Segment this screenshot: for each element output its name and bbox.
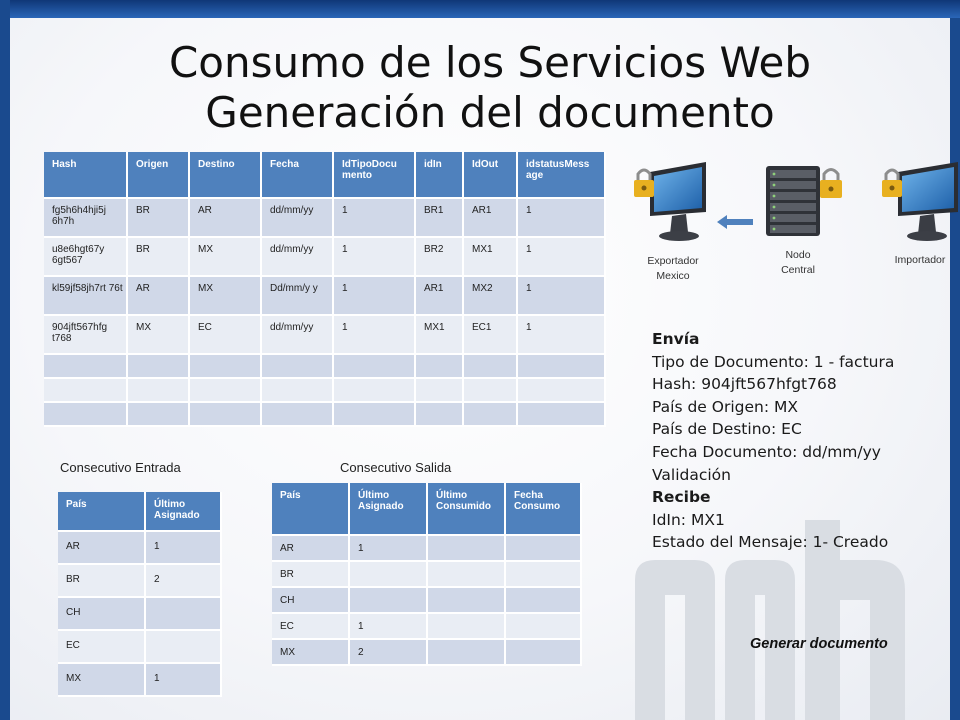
tipo-documento-text: Tipo de Documento: 1 - factura bbox=[652, 352, 895, 371]
table-cell bbox=[350, 588, 428, 614]
page-title bbox=[10, 38, 960, 138]
validacion-text: Validación bbox=[652, 465, 731, 484]
table-row bbox=[58, 631, 222, 664]
column-header: Fecha Consumo bbox=[506, 483, 582, 536]
table-cell: 1 bbox=[146, 532, 222, 565]
table-cell: 1 bbox=[334, 199, 416, 238]
table-cell bbox=[428, 640, 506, 666]
table-cell: CH bbox=[272, 588, 350, 614]
table-cell: AR bbox=[128, 277, 190, 316]
table-cell: 2 bbox=[350, 640, 428, 666]
table-header-row bbox=[272, 483, 582, 536]
table-cell: 1 bbox=[518, 238, 606, 277]
table-cell bbox=[506, 614, 582, 640]
importador-label: Importador bbox=[894, 254, 946, 266]
table-row-empty bbox=[44, 355, 606, 379]
column-header: País bbox=[272, 483, 350, 536]
table-cell bbox=[146, 598, 222, 631]
table-row bbox=[58, 598, 222, 631]
exportador-label: Exportador Mexico bbox=[647, 255, 699, 282]
table-row bbox=[44, 238, 606, 277]
table-cell: AR bbox=[58, 532, 146, 565]
table-cell bbox=[428, 562, 506, 588]
title-line-1: Consumo de los Servicios Web bbox=[168, 38, 812, 87]
table-cell: MX bbox=[272, 640, 350, 666]
table-cell: AR bbox=[190, 199, 262, 238]
table-cell: dd/mm/yy bbox=[262, 199, 334, 238]
consecutivo-entrada-table bbox=[58, 492, 222, 697]
table-row bbox=[58, 565, 222, 598]
table-cell: MX bbox=[58, 664, 146, 697]
table-cell: 1 bbox=[334, 316, 416, 355]
table-cell: BR bbox=[58, 565, 146, 598]
table-row-empty bbox=[44, 403, 606, 427]
table-cell: BR bbox=[128, 238, 190, 277]
table-cell: MX bbox=[190, 238, 262, 277]
table-cell bbox=[506, 588, 582, 614]
recibe-heading: Recibe bbox=[652, 488, 711, 507]
table-cell: 1 bbox=[350, 536, 428, 562]
table-cell: fg5h6h4hji5j 6h7h bbox=[44, 199, 128, 238]
table-row bbox=[272, 588, 582, 614]
table-cell: BR1 bbox=[416, 199, 464, 238]
table-cell: 2 bbox=[146, 565, 222, 598]
table-row bbox=[272, 640, 582, 666]
message-info bbox=[652, 328, 894, 554]
table-row bbox=[272, 562, 582, 588]
table-cell: EC bbox=[272, 614, 350, 640]
nodo-central-label: Nodo Central bbox=[781, 249, 815, 276]
column-header: País bbox=[58, 492, 146, 532]
column-header: Último Asignado bbox=[146, 492, 222, 532]
column-header: Último Consumido bbox=[428, 483, 506, 536]
table-row bbox=[44, 277, 606, 316]
top-bar bbox=[10, 0, 960, 18]
table-cell: 1 bbox=[146, 664, 222, 697]
column-header: IdTipoDocu mento bbox=[334, 152, 416, 199]
table-cell bbox=[506, 536, 582, 562]
table-cell: EC bbox=[190, 316, 262, 355]
table-cell: MX2 bbox=[464, 277, 518, 316]
column-header: Hash bbox=[44, 152, 128, 199]
table-row-empty bbox=[44, 379, 606, 403]
pais-origen-text: País de Origen: MX bbox=[652, 397, 798, 416]
table-cell: EC bbox=[58, 631, 146, 664]
table-cell: Dd/mm/y y bbox=[262, 277, 334, 316]
documents-table bbox=[44, 152, 606, 427]
table-cell: BR2 bbox=[416, 238, 464, 277]
table-cell bbox=[506, 562, 582, 588]
table-row bbox=[58, 664, 222, 697]
consecutivo-salida-table bbox=[272, 483, 582, 666]
table-cell: MX1 bbox=[464, 238, 518, 277]
table-cell: BR bbox=[272, 562, 350, 588]
table-cell: 1 bbox=[518, 316, 606, 355]
exportador-locked-computer-icon bbox=[628, 158, 708, 244]
table-cell bbox=[146, 631, 222, 664]
arrow-left-icon bbox=[717, 214, 753, 230]
table-row bbox=[44, 199, 606, 238]
envia-heading: Envía bbox=[652, 330, 700, 348]
table-cell: u8e6hgt67y 6gt567 bbox=[44, 238, 128, 277]
table-row bbox=[272, 614, 582, 640]
column-header: Origen bbox=[128, 152, 190, 199]
table-cell: CH bbox=[58, 598, 146, 631]
table-cell: 904jft567hfg t768 bbox=[44, 316, 128, 355]
table-cell bbox=[428, 614, 506, 640]
fecha-documento-text: Fecha Documento: dd/mm/yy bbox=[652, 442, 881, 461]
consecutivo-salida-caption: Consecutivo Salida bbox=[340, 460, 452, 475]
table-row bbox=[272, 536, 582, 562]
pais-destino-text: País de Destino: EC bbox=[652, 420, 802, 439]
table-cell: AR1 bbox=[464, 199, 518, 238]
column-header: idIn bbox=[416, 152, 464, 199]
table-cell: AR bbox=[272, 536, 350, 562]
title-line-2: Generación del documento bbox=[205, 88, 775, 137]
table-cell: 1 bbox=[350, 614, 428, 640]
estado-mensaje-text: Estado del Mensaje: 1- Creado bbox=[652, 533, 889, 552]
table-cell bbox=[506, 640, 582, 666]
importador-locked-computer-icon bbox=[876, 158, 960, 244]
table-header-row bbox=[58, 492, 222, 532]
table-cell: EC1 bbox=[464, 316, 518, 355]
table-cell bbox=[350, 562, 428, 588]
table-cell: AR1 bbox=[416, 277, 464, 316]
table-cell: 1 bbox=[518, 277, 606, 316]
table-row bbox=[58, 532, 222, 565]
table-cell: 1 bbox=[518, 199, 606, 238]
table-cell: dd/mm/yy bbox=[262, 316, 334, 355]
table-header-row bbox=[44, 152, 606, 199]
column-header: Último Asignado bbox=[350, 483, 428, 536]
table-cell bbox=[428, 536, 506, 562]
table-cell: MX bbox=[190, 277, 262, 316]
column-header: Destino bbox=[190, 152, 262, 199]
column-header: idstatusMess age bbox=[518, 152, 606, 199]
table-cell: 1 bbox=[334, 238, 416, 277]
table-cell: MX bbox=[128, 316, 190, 355]
table-cell bbox=[428, 588, 506, 614]
table-row bbox=[44, 316, 606, 355]
column-header: IdOut bbox=[464, 152, 518, 199]
hash-text: Hash: 904jft567hfgt768 bbox=[652, 375, 837, 394]
table-cell: kl59jf58jh7rt 76t bbox=[44, 277, 128, 316]
id-in-text: IdIn: MX1 bbox=[652, 510, 725, 529]
generar-documento-link[interactable]: Generar documento bbox=[750, 636, 888, 652]
table-cell: dd/mm/yy bbox=[262, 238, 334, 277]
table-cell: 1 bbox=[334, 277, 416, 316]
column-header: Fecha bbox=[262, 152, 334, 199]
nodo-central-locked-server-icon bbox=[758, 160, 850, 240]
table-cell: BR bbox=[128, 199, 190, 238]
consecutivo-entrada-caption: Consecutivo Entrada bbox=[60, 460, 181, 475]
table-cell: MX1 bbox=[416, 316, 464, 355]
